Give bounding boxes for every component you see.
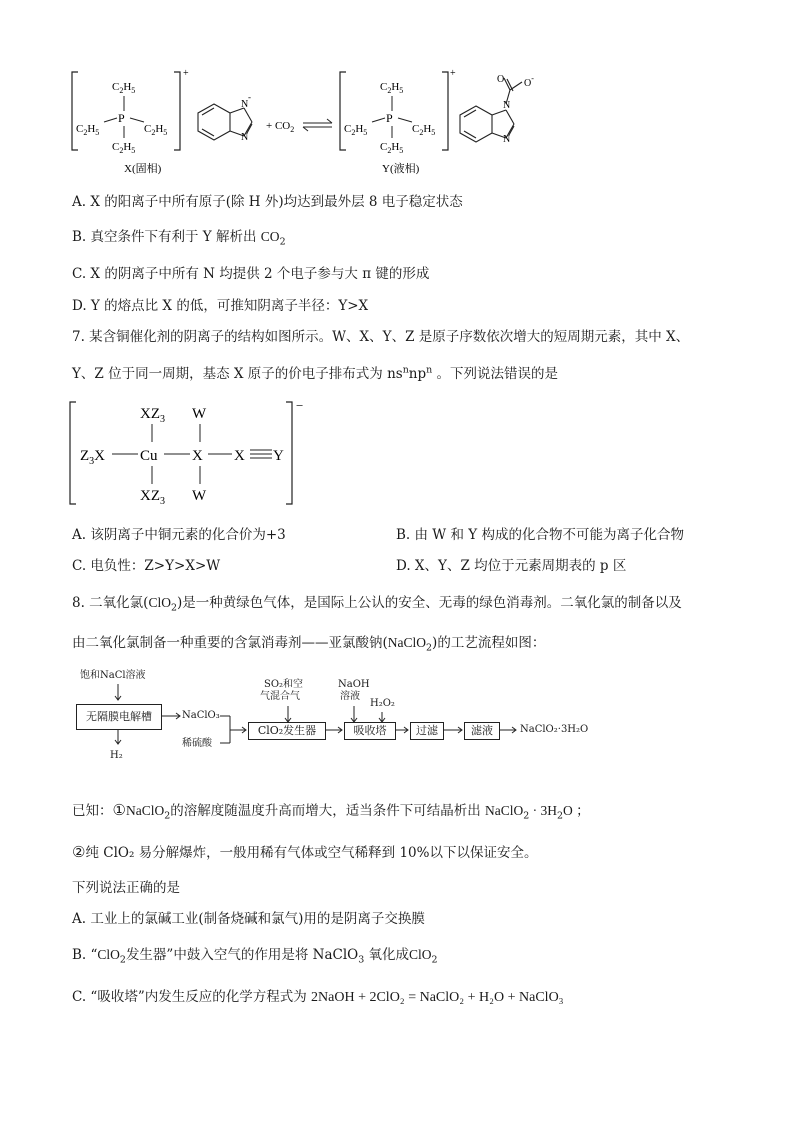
- clo2-generator-box: ClO₂发生器: [248, 722, 326, 740]
- x-ethyl-left: $C_2H_5$: [76, 123, 100, 137]
- so2-air-label-1: SO₂和空: [264, 679, 304, 690]
- x-ethyl-top: $C_2H_5$: [112, 81, 136, 95]
- w-bottom: W: [192, 488, 207, 504]
- q8-stem-line1: 8. 二氧化氯(ClO$_2$)是一种黄绿色气体，是国际上公认的安全、无毒的绿色消毒剂。二氧化氯的制备以及: [72, 595, 682, 614]
- y-ethyl-bottom: $C_2H_5$: [380, 141, 404, 155]
- q6-option-d: D. Y 的熔点比 X 的低，可推知阴离子半径：Y>X: [72, 298, 369, 314]
- y-carbonyl-o: O: [497, 74, 505, 85]
- q7-anion-structure: [66, 396, 326, 511]
- x-anion-charge: -: [248, 92, 251, 102]
- y-anion-n-top: N: [503, 100, 511, 111]
- x-anion-n-bottom: N: [241, 132, 249, 143]
- y-ethyl-top: $C_2H_5$: [380, 81, 404, 95]
- x-anion-n-top: N: [241, 99, 249, 110]
- y-anion-n-bottom: N: [503, 134, 511, 145]
- y-carboxylate-o: O-: [524, 74, 534, 89]
- q7-option-d: D. X、Y、Z 均位于元素周期表的 p 区: [396, 558, 627, 574]
- w-top: W: [192, 406, 207, 422]
- y-atom: Y: [273, 448, 284, 464]
- y-liquid-label: Y(液相): [382, 163, 420, 175]
- y-ethyl-right: $C_2H_5$: [412, 123, 436, 137]
- filter-box: 过滤: [410, 722, 444, 740]
- y-cation-charge: +: [450, 68, 456, 79]
- q8-option-a: A. 工业上的氯碱工业(制备烧碱和氯气)用的是阴离子交换膜: [72, 911, 425, 927]
- plus-co2: + $CO_2$: [266, 120, 295, 134]
- q6-option-a: A. X 的阳离子中所有原子(除 H 外)均达到最外层 8 电子稳定状态: [72, 194, 463, 210]
- feed-nacl-label: 饱和NaCl溶液: [80, 670, 146, 681]
- q8-known-2: ②纯 ClO₂ 易分解爆炸，一般用稀有气体或空气稀释到 10%以下以保证安全。: [72, 843, 538, 861]
- q6-option-c: C. X 的阴离子中所有 N 均提供 2 个电子参与大 π 键的形成: [72, 266, 430, 282]
- x-ethyl-right: $C_2H_5$: [144, 123, 168, 137]
- xz3-bottom: $XZ_3$: [140, 488, 165, 507]
- x-cation-charge: +: [183, 68, 189, 79]
- naclo3-label: NaClO₃: [182, 710, 220, 721]
- x-solid-label: X(固相): [124, 163, 162, 175]
- q7-stem-line2: Y、Z 位于同一周期，基态 X 原子的价电子排布式为 $ns^nnp^n$ 。下列说法错误的是: [72, 364, 559, 382]
- q8-stem-line2: 由二氧化氯制备一种重要的含氯消毒剂——亚氯酸钠(NaClO$_2$)的工艺流程如图：: [72, 635, 546, 654]
- naoh-solution-label: 溶液: [340, 691, 360, 702]
- q8-question: 下列说法正确的是: [72, 880, 180, 896]
- so2-air-label-2: 气混合气: [260, 691, 300, 702]
- q6-reaction-figure: [60, 60, 560, 185]
- h2o2-label: H₂O₂: [370, 698, 395, 709]
- anion-charge: −: [296, 398, 304, 413]
- electrolyzer-box: 无隔膜电解槽: [76, 704, 162, 730]
- q7-stem-line1: 7. 某含铜催化剂的阴离子的结构如图所示。W、X、Y、Z 是原子序数依次增大的短周期元素，其中 X、: [72, 329, 690, 345]
- q8-known-1: 已知：①NaClO$_2$的溶解度随温度升高而增大，适当条件下可结晶析出 NaClO$_2$ · $3H_2O$ ；: [72, 801, 590, 822]
- q7-option-a: A. 该阴离子中铜元素的化合价为+3: [72, 527, 286, 543]
- q7-option-c: C. 电负性：Z>Y>X>W: [72, 558, 221, 574]
- equilibrium-arrow-icon: [303, 119, 332, 131]
- q8-option-b: B. “ClO$_2$发生器”中鼓入空气的作用是将 NaClO$_3$ 氧化成ClO$_2$: [72, 947, 438, 966]
- z3x-group: $Z_3X$: [80, 448, 106, 467]
- x-right: X: [234, 448, 245, 464]
- y-phosphorus: P: [386, 111, 393, 125]
- filtrate-box: 滤液: [464, 722, 500, 740]
- q6-option-b: B. 真空条件下有利于 Y 解析出 $CO_2$: [72, 229, 286, 248]
- x-phosphorus: P: [118, 111, 125, 125]
- x-center: X: [192, 448, 203, 464]
- q8-option-c: C. “吸收塔”内发生反应的化学方程式为 2NaOH + 2ClO₂ = NaClO₂ + H₂O + NaClO₃: [72, 989, 564, 1005]
- product-label: NaClO₂·3H₂O: [520, 724, 589, 735]
- q8-flow-diagram: [70, 668, 630, 768]
- h2-output-label: H₂: [110, 750, 123, 761]
- carboxy-benzimidazole-anion: [460, 78, 522, 142]
- y-ethyl-left: $C_2H_5$: [344, 123, 368, 137]
- naoh-label: NaOH: [338, 679, 370, 690]
- absorber-box: 吸收塔: [344, 722, 396, 740]
- dilute-acid-label: 稀硫酸: [182, 738, 212, 749]
- x-ethyl-bottom: $C_2H_5$: [112, 141, 136, 155]
- cu-center: Cu: [140, 448, 158, 464]
- xz3-top: $XZ_3$: [140, 406, 165, 425]
- q7-option-b: B. 由 W 和 Y 构成的化合物不可能为离子化合物: [396, 527, 684, 543]
- triple-bond-icon: [250, 450, 272, 458]
